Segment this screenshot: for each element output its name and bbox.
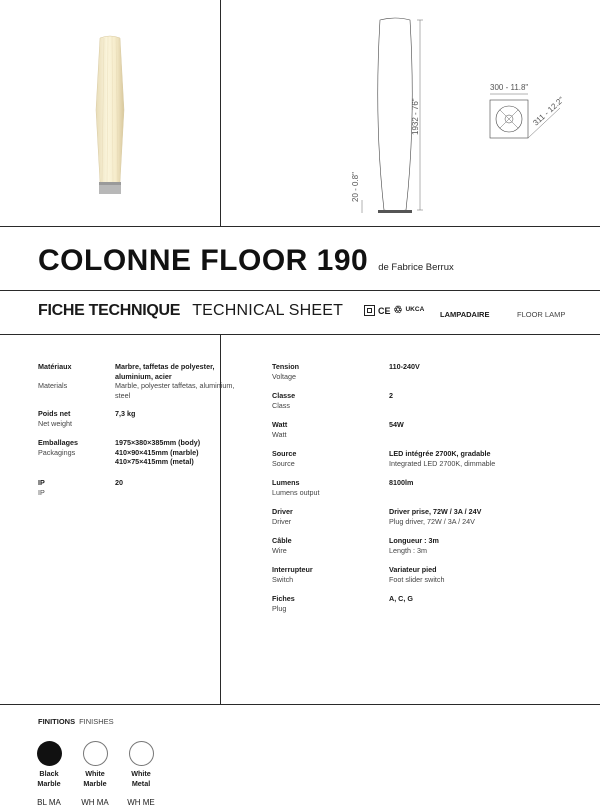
spec-label-fr: Classe [272, 391, 296, 400]
spec-label-en: Watt [272, 429, 287, 439]
technical-drawing-side [340, 10, 440, 220]
spec-label-fr: Fiches [272, 594, 295, 603]
swatch-white-marble[interactable] [83, 741, 108, 766]
category-en: FLOOR LAMP [517, 310, 566, 319]
divider-specs-bottom [0, 704, 600, 705]
spec-label-en: Voltage [272, 371, 296, 381]
finishes-title-fr: FINITIONS [38, 717, 76, 726]
spec-label-fr: Interrupteur [272, 565, 313, 574]
spec-label-en: Packagings [38, 447, 76, 457]
spec-label-en: Class [272, 400, 290, 410]
swatch-white-metal[interactable] [129, 741, 154, 766]
finishes-title-en: FINISHES [79, 717, 114, 726]
spec-value-fr: 1975×380×385mm (body) 410×90×415mm (marble) 410×75×415mm (metal) [115, 438, 201, 467]
swatch-code-white-marble: WH MA [81, 798, 109, 807]
spec-value-fr: A, C, G [389, 594, 413, 603]
divider-title-bottom [0, 290, 600, 291]
technical-drawing-top [480, 80, 570, 150]
spec-value-fr: 110-240V [389, 362, 420, 371]
spec-value-fr: 2 [389, 391, 393, 400]
spec-value-fr: LED intégrée 2700K, gradable [389, 449, 491, 458]
divider-fiche-bottom [0, 334, 600, 335]
spec-value-fr: Variateur pied [389, 565, 437, 574]
height-dimension-label: 1932 - 76" [411, 98, 420, 135]
weee-bin-icon: ♲ [393, 305, 403, 316]
swatch-black-marble[interactable] [37, 741, 62, 766]
spec-value-fr: 7,3 kg [115, 409, 136, 418]
swatch-name-white-metal: White Metal [131, 769, 151, 788]
swatch-name-black-marble: Black Marble [37, 769, 61, 788]
spec-label-fr: Poids net [38, 409, 71, 418]
spec-value-en: Plug driver, 72W / 3A / 24V [389, 516, 475, 526]
spec-label-fr: Emballages [38, 438, 78, 447]
spec-value-en: Integrated LED 2700K, dimmable [389, 458, 496, 468]
spec-label-fr: Lumens [272, 478, 300, 487]
spec-label-fr: Matériaux [38, 362, 72, 371]
spec-value-fr: 54W [389, 420, 404, 429]
swatch-code-white-metal: WH ME [127, 798, 155, 807]
certification-icons [364, 305, 425, 316]
spec-value-fr: Marbre, taffetas de polyester, aluminium, acier [115, 362, 215, 381]
ukca-mark-icon: UKCA [405, 306, 425, 314]
spec-value-fr: Driver prise, 72W / 3A / 24V [389, 507, 482, 516]
swatch-name-white-marble: White Marble [83, 769, 107, 788]
spec-label-en: Switch [272, 574, 294, 584]
spec-label-en: Plug [272, 603, 287, 613]
spec-label-fr: Tension [272, 362, 300, 371]
top-diagonal-label: 311 - 12.2" [531, 95, 566, 128]
spec-label-en: Wire [272, 545, 287, 555]
divider-header-vertical [220, 0, 221, 226]
title-row [38, 244, 454, 278]
class-2-icon [364, 305, 375, 316]
spec-label-en: IP [38, 487, 45, 497]
spec-label-fr: Driver [272, 507, 293, 516]
base-dimension-label: 20 - 0.8" [351, 172, 360, 202]
swatch-code-black-marble: BL MA [37, 798, 61, 807]
finishes-heading [38, 717, 114, 726]
product-title: COLONNE FLOOR 190 [38, 244, 369, 277]
spec-value-en: Length : 3m [389, 545, 427, 555]
spec-label-en: Net weight [38, 418, 72, 428]
sheet-title-en: TECHNICAL SHEET [192, 302, 344, 319]
designer-credit: de Fabrice Berrux [378, 262, 454, 273]
spec-label-fr: Source [272, 449, 297, 458]
spec-label-en: Materials [38, 381, 68, 391]
spec-value-en: Marble, polyester taffetas, aluminium, steel [115, 381, 235, 400]
spec-label-en: Driver [272, 516, 292, 526]
category-fr: LAMPADAIRE [440, 310, 490, 319]
divider-header-bottom [0, 226, 600, 227]
sheet-title-fr: FICHE TECHNIQUE [38, 302, 181, 319]
spec-label-fr: Watt [272, 420, 288, 429]
spec-value-fr: 20 [115, 478, 123, 487]
spec-value-en: Foot slider switch [389, 574, 445, 584]
product-photo [80, 30, 140, 200]
sheet-heading [38, 302, 343, 320]
spec-label-fr: Câble [272, 536, 292, 545]
spec-label-en: Lumens output [272, 487, 320, 497]
spec-label-en: Source [272, 458, 295, 468]
spec-label-fr: IP [38, 478, 45, 487]
spec-value-fr: 8100lm [389, 478, 414, 487]
spec-value-fr: Longueur : 3m [389, 536, 439, 545]
top-width-label: 300 - 11.8" [490, 83, 529, 92]
ce-mark-icon: CE [378, 305, 391, 316]
